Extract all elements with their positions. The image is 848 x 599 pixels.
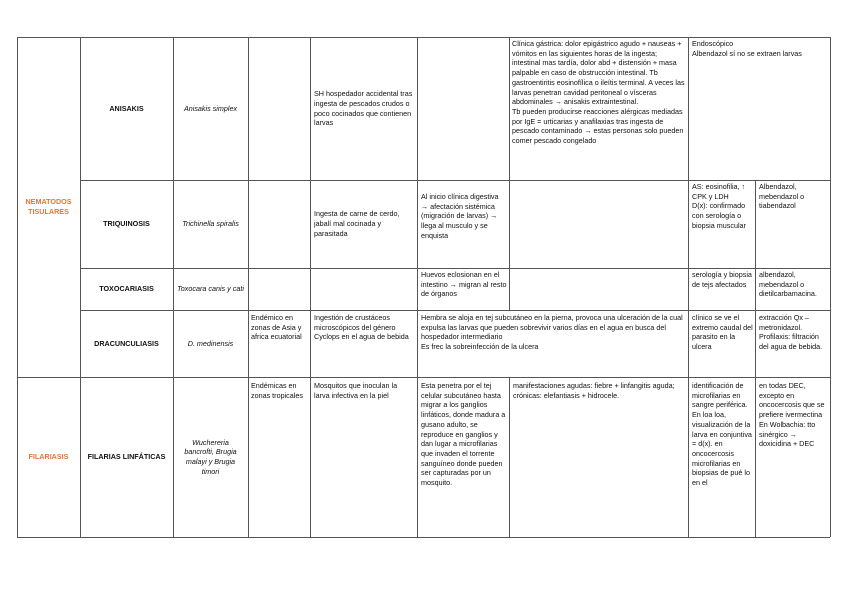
species-name: Toxocara canis y cati [177, 284, 244, 294]
treatment-text: en todas DEC, excepto en oncocercosis que se prefiere ivermectina En Wolbachia: tto sinérgico → doxicidina + DEC [759, 381, 825, 449]
distribution-text: Endémico en zonas de Asia y africa ecuatorial [251, 313, 302, 342]
clinic-text: Clínica gástrica: dolor epigástrico agudo + nauseas + vómitos en las siguientes horas de la ingesta; intestinal mas tardía, dolor abd + distensión + masa palpable en caso de obstrucción intestinal. Tb gastroentiritis eosinofílica o ileítis terminal. A veces las larvas penetran cavidad peritoneal o vísceras abdominales → anisakis extraintestinal. Tb pueden producirse reacciones alérgicas mediadas por IgE = urticarias y anafilaxias tras ingesta de pescado contaminado → estas personas solo pueden comer pescado congelado [512, 39, 685, 146]
col-divider [310, 37, 311, 537]
treatment-text: albendazol, mebendazol o dietilcarbamacina. [759, 270, 817, 299]
diagnosis-text: serología y biopsia de tejs afectados [692, 270, 752, 289]
disease-name: TOXOCARIASIS [99, 284, 154, 294]
treatment-text: extracción Qx – metronidazol. Profilaxis: filtración del agua de bebida. [759, 313, 823, 352]
diagnosis-text: clínico se ve el extremo caudal del parasito en la ulcera [692, 313, 753, 352]
cycle-text: Al inicio clínica digestiva → afectación sistémica (migración de larvas) → llega al musculo y se enquista [421, 192, 499, 240]
diagnosis-text: AS: eosinofilia, ↑ CPK y LDH D(x): confirmado con serología o biopsia muscular [692, 182, 746, 230]
disease-name: ANISAKIS [109, 103, 144, 113]
col-divider [688, 37, 689, 537]
cycle-text: Huevos eclosionan en el intestino → migran al resto de órganos [421, 270, 507, 299]
col-divider [509, 37, 510, 310]
table-border-right [830, 37, 831, 537]
transmission-text: Mosquitos que inoculan la larva infectiva en la piel [314, 381, 398, 400]
cycle-text: Hembra se aloja en tej subcutáneo en la pierna, provoca una ulceración de la cual expulsa las larvas que pueden sobrevivir varios días en el agua en busca del hospedador intermediario Es frec la sobreinfección de la ulcera [421, 313, 683, 352]
table-border-bottom [17, 537, 830, 538]
species-name: Wuchereria bancrofti, Brugia malayi y Brugia timori [184, 437, 237, 476]
species-name: Trichinella spiralis [182, 219, 239, 229]
diagnosis-text: Endoscópico Albendazol sí no se extraen larvas [692, 39, 802, 58]
species-name: Anisakis simplex [183, 103, 238, 113]
col-divider [248, 37, 249, 537]
species-name: D. medinensis [187, 338, 234, 348]
group-label-nematodos: NEMATODOS TISULARES [25, 197, 72, 216]
diagnosis-text: identificación de microfilarias en sangre periférica. En loa loa, visualización de la larva en conjuntiva = d(x). en oncocercosis microfilarias en biopsias de pué lo en el [692, 381, 752, 488]
transmission-text: SH hospedador accidental tras ingesta de pescados crudos o poco cocinados que contienen larvas [314, 89, 413, 128]
col-divider [755, 180, 756, 537]
transmission-text: Ingesta de carne de cerdo, jabalí mal cocinada y parasitada [314, 209, 400, 238]
cycle-text: Esta penetra por el tej celular subcutáneo hasta migrar a los ganglios linfáticos, donde madura a gusano adulto, se reproduce en ganglios y dan lugar a microfilarias que invaden el torrente sanguíneo donde pueden ser capturadas por un mosquito. [421, 381, 506, 488]
col-divider [509, 377, 510, 537]
group-label-filariasis: FILARIASIS [28, 452, 69, 462]
disease-name: DRACUNCULIASIS [94, 338, 159, 348]
col-divider [417, 37, 418, 537]
disease-name: FILARIAS LINFÁTICAS [87, 452, 166, 462]
transmission-text: Ingestión de crustáceos microscópicos del género Cyclops en el agua de bebida [314, 313, 409, 342]
distribution-text: Endémicas en zonas tropicales [251, 381, 303, 400]
treatment-text: Albendazol, mebendazol o tiabendazol [759, 182, 805, 211]
disease-name: TRIQUINOSIS [103, 219, 150, 229]
clinic-text: manifestaciones agudas: fiebre + linfangitis aguda; crónicas: elefantiasis + hidrocele. [513, 381, 675, 400]
